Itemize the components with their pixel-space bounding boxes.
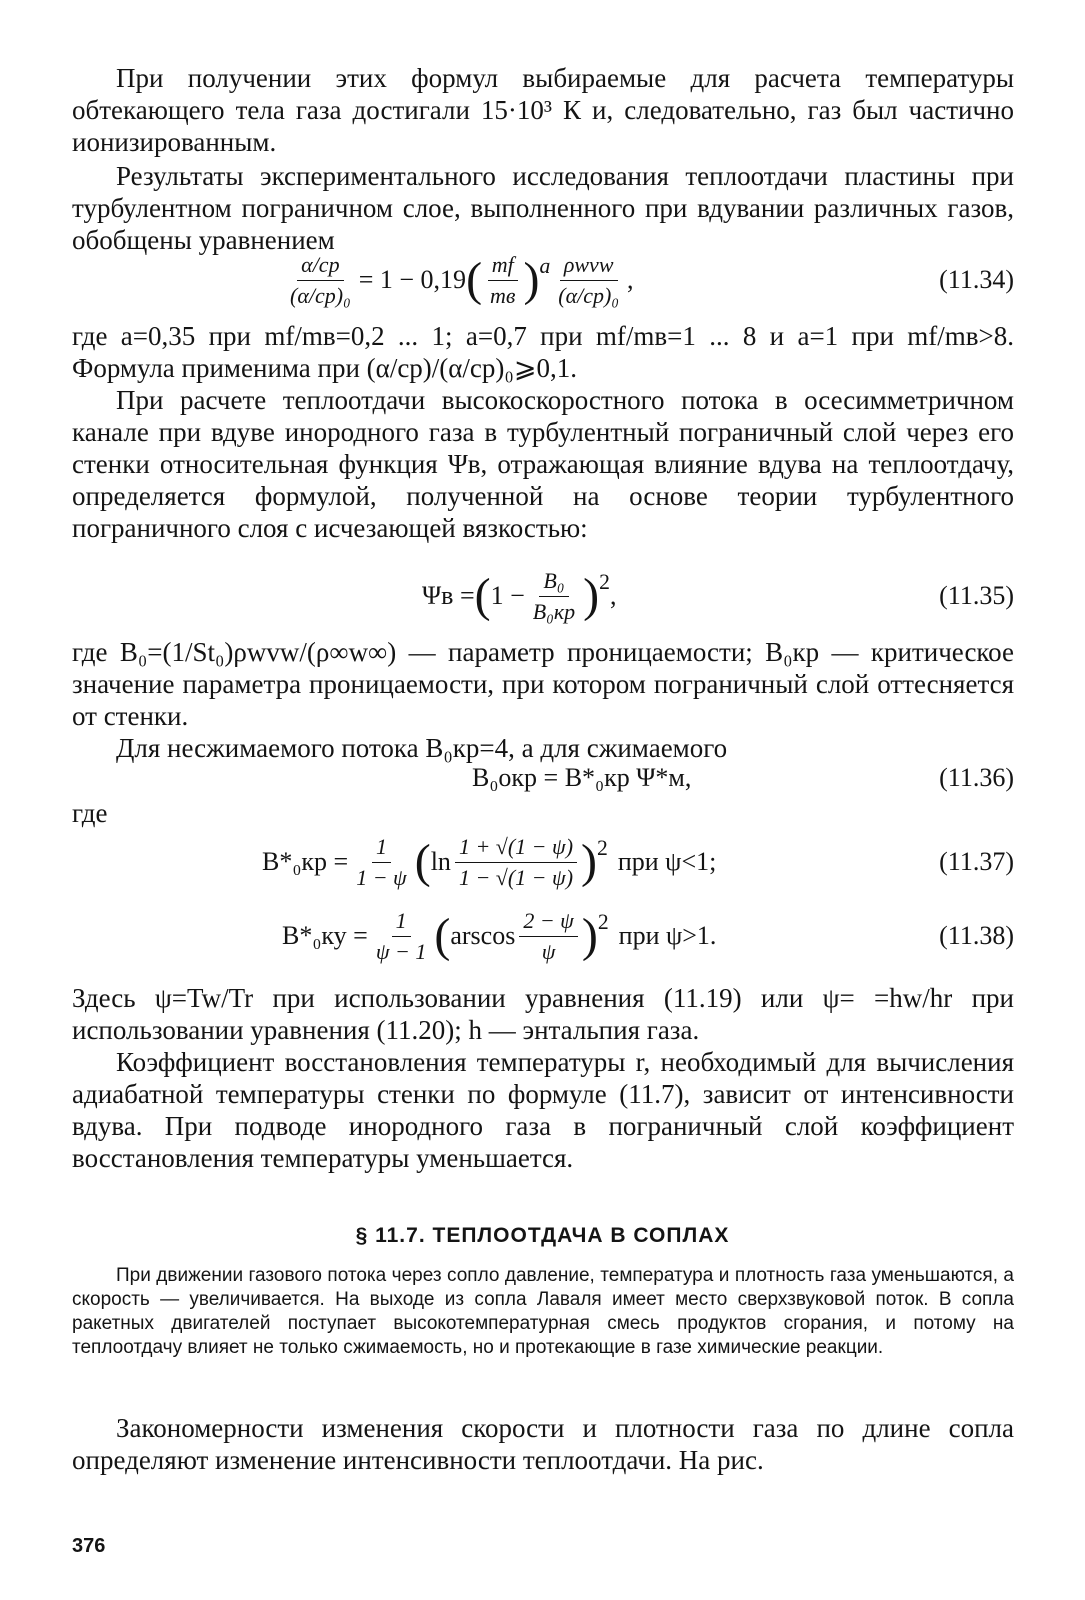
paragraph-axisymmetric-channel: При расчете теплоотдачи высокоскоростного потока в осесимметричном канале при вдуве инородного газа в турбулентный пограничный слой через его стенки относительная функция Ψв, отражающая влияние вдува на теплоотдачу, определяется формулой, полученной на основе теории турбулентного пограничного слоя с исчезающей вязкостью: (72, 385, 1014, 543)
equation-number: (11.37) (939, 847, 1014, 876)
equation-comma: , (609, 581, 617, 610)
equation-lhs: B*₀ку = (282, 921, 368, 950)
section-heading: § 11.7. ТЕПЛООТДАЧА В СОПЛАХ (355, 1224, 730, 1247)
fraction-rhs: $\frac{\text{ρwvw}}{\text{(α/cp)₀}}$ (558, 251, 620, 308)
equation-11-37: B*₀кр = $\frac{1}{1 - \psi}$ ( ln $\frac{1 + √(1 - \psi)}{1 - √(1 - \psi)}$ ) $^2$ при ψ<1; (11.37) (72, 832, 1014, 892)
equation-number: (11.38) (939, 921, 1014, 950)
paragraph-permeability-parameter: где B₀=(1/St₀)ρwvw/(ρ∞w∞) — параметр проницаемости; B₀кр — критическое значение параметра проницаемости, при котором пограничный слой оттесняется от стенки. (72, 637, 1014, 731)
paragraph-recovery-coefficient: Коэффициент восстановления температуры r, необходимый для вычисления адиабатной температуры стенки по формуле (11.7), зависит от интенсивности вдува. При подводе инородного газа в пограничный слой коэффициент восстановления температуры уменьшается. (72, 1047, 1014, 1173)
exponent-2: 2 (599, 570, 610, 594)
fraction-permeability: $\frac{\text{B₀}}{\text{B₀кр}}$ (532, 567, 576, 624)
paragraph-coefficients: где a=0,35 при mf/mв=0,2 ... 1; a=0,7 при mf/mв=1 ... 8 и a=1 при mf/mв>8. Формула применима при (α/cp)/(α/cp)₀⩾0,1. (72, 321, 1014, 383)
equation-text: B₀окр = B*₀кр Ψ*м, (472, 763, 692, 792)
one-minus: 1 − (490, 581, 525, 610)
condition: при ψ>1. (618, 921, 717, 950)
fraction-mass-ratio: $\frac{mf}{mв}$ (486, 252, 519, 309)
exponent-2: 2 (597, 836, 608, 860)
paragraph-experimental-results: Результаты экспериментального исследования теплоотдачи пластины при турбулентном пограничном слое, выполненного при вдувании различных газов, обобщены уравнением (72, 161, 1014, 255)
exponent-a: a (539, 254, 551, 278)
paragraph-formula-conditions: При получении этих формул выбираемые для расчета температуры обтекающего тела газа достигали 15·10³ К и, следовательно, газ был частично ионизированным. (72, 63, 1014, 157)
paragraph-psi-definition: Здесь ψ=Tw/Tr при использовании уравнения (11.19) или ψ= =hw/hr при использовании уравнения (11.20); h — энтальпия газа. (72, 983, 1014, 1045)
fraction-log-argument: $\frac{1 + √(1 - \psi)}{1 - √(1 - \psi)}$ (455, 834, 577, 891)
equation-number: (11.35) (939, 581, 1014, 610)
equation-comma: , (627, 265, 634, 294)
exponent-2: 2 (597, 910, 609, 934)
equation-number: (11.34) (939, 265, 1014, 294)
ln-operator: ln (430, 847, 451, 876)
equation-lhs: B*₀кр = (262, 847, 349, 876)
equation-middle-term: = 1 − 0,19 (358, 265, 467, 294)
where-label: где (72, 798, 108, 828)
psi-lhs: Ψв = (422, 581, 475, 610)
condition: при ψ<1; (617, 847, 717, 876)
arscos-operator: arscos (450, 921, 516, 950)
fraction-lhs: $\frac{\alpha/cp}{\text{(α/cp)₀}}$ (290, 251, 351, 308)
equation-11-35: Ψв = ( 1 − $\frac{\text{B₀}}{\text{B₀кр}}$ ) $^2$ , (11.35) (72, 566, 1014, 626)
equation-11-38: B*₀ку = $\frac{1}{\psi - 1}$ ( arscos $\frac{2 - \psi}{\psi}$ ) $^2$ при ψ>1. (11.38) (72, 906, 1014, 966)
fraction-coefficient: $\frac{1}{\psi - 1}$ (375, 907, 427, 964)
fraction-coefficient: $\frac{1}{1 - \psi}$ (356, 833, 407, 890)
equation-number: (11.36) (939, 763, 1014, 792)
paragraph-nozzle-patterns: Закономерности изменения скорости и плотности газа по длине сопла определяют изменение интенсивности теплоотдачи. На рис. (72, 1413, 1014, 1475)
equation-11-36 (72, 748, 1014, 808)
page-number: 376 (72, 1535, 106, 1557)
fraction-arscos-argument: $\frac{2 - \psi}{\psi}$ (519, 908, 578, 965)
equation-11-34: $\frac{\alpha/cp}{\text{(α/cp)₀}}$ = 1 − 0,19 ( $\frac{mf}{mв}$ ) $^a$ $\frac{\text{ρwvw}}{\text{(α/cp)₀}}$ , (11.34) (72, 250, 1014, 310)
section-abstract: При движении газового потока через сопло давление, температура и плотность газа уменьшаются, а скорость — увеличивается. На выходе из сопла Лаваля имеет место сверхзвуковой поток. В сопла ракетных двигателей поступает высокотемпературная смесь продуктов сгорания, и потому на теплоотдачу влияет не только сжимаемость, но и протекающие в газе химические реакции. (72, 1265, 1014, 1358)
paragraph-incompressible: Для несжимаемого потока B₀кр=4, а для сжимаемого (116, 733, 728, 763)
